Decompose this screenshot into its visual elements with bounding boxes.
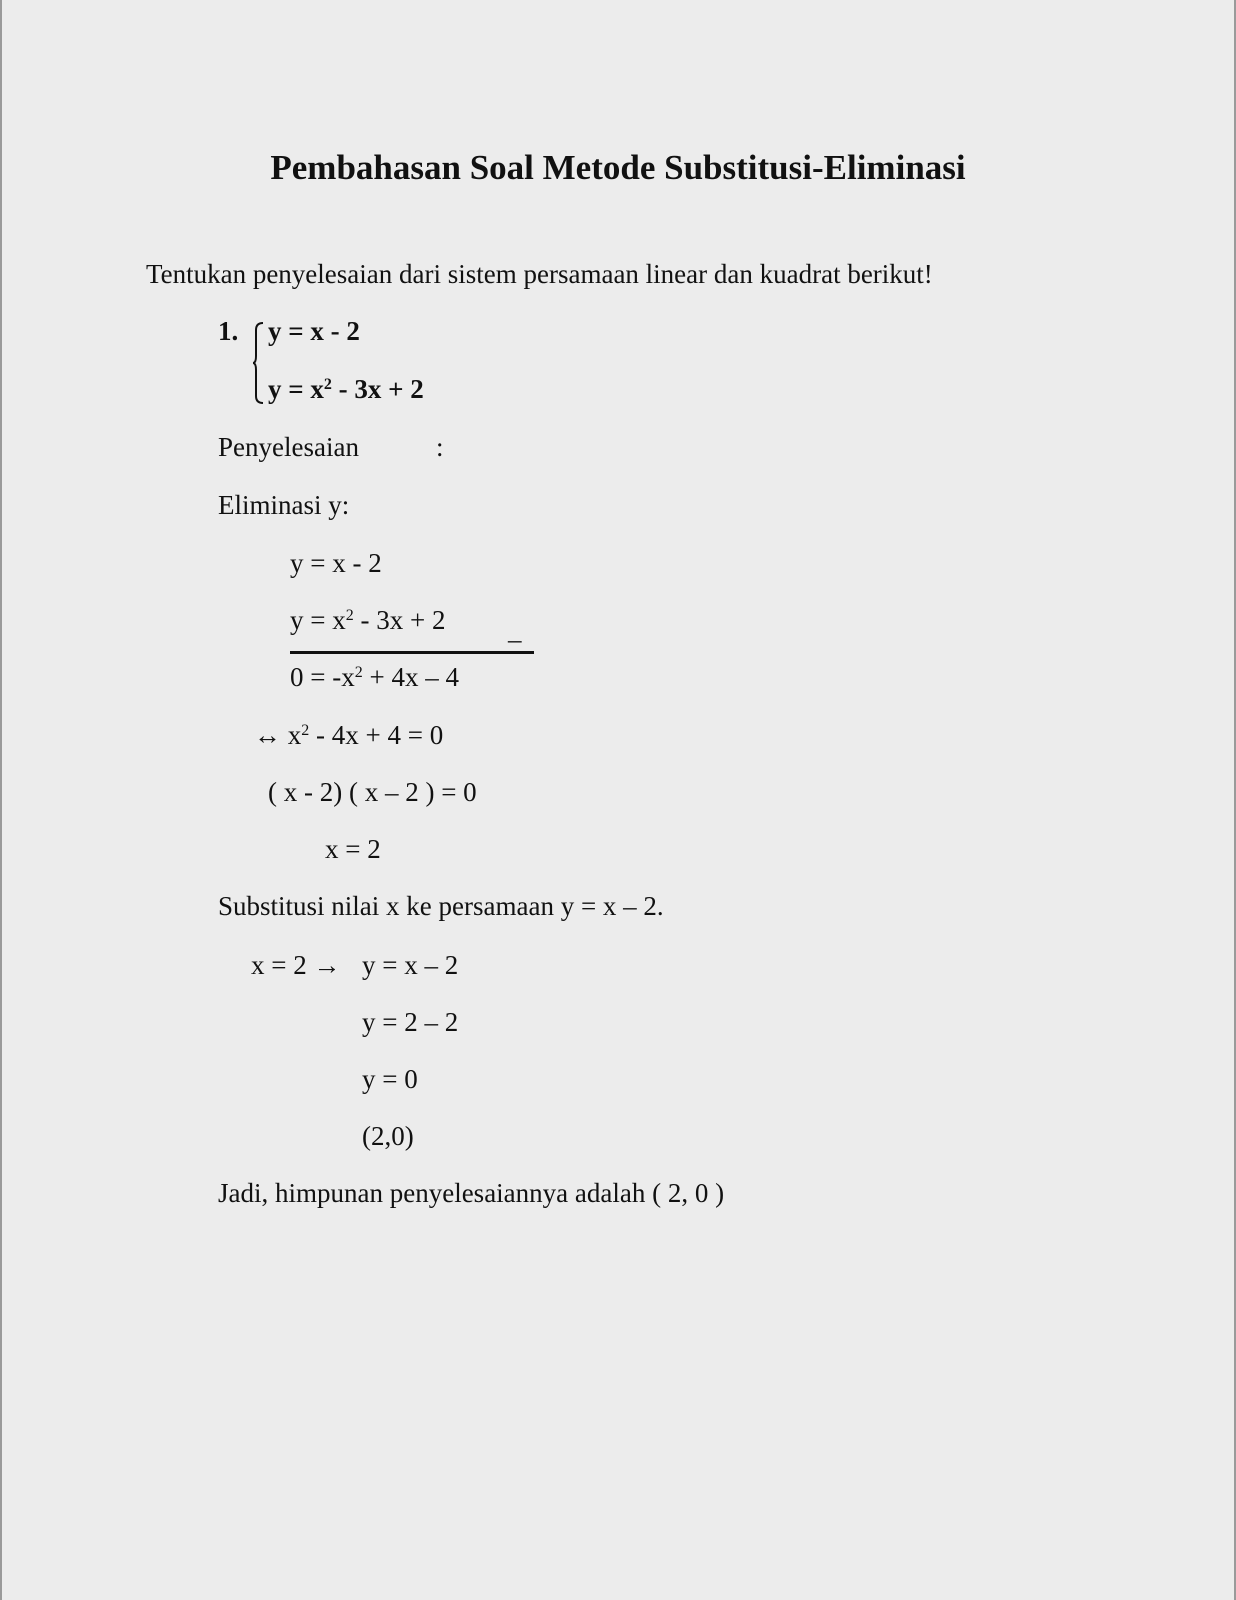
elimination-line-2 <box>290 605 445 635</box>
substitution-line-1: y = x – 2 <box>362 950 459 980</box>
elim-line2-exponent: 2 <box>345 607 354 624</box>
elimination-label: Eliminasi y: <box>218 490 350 520</box>
solution-point: (2,0) <box>362 1121 414 1151</box>
elim-result-exponent: 2 <box>354 664 363 681</box>
intro-text: Tentukan penyelesaian dari sistem persamaan linear dan kuadrat berikut! <box>146 259 933 289</box>
substitution-label: Substitusi nilai x ke persamaan y = x – 2. <box>218 891 664 921</box>
eq2-exponent: 2 <box>323 376 332 393</box>
page-edge-left <box>0 0 2 1600</box>
eq2-base: y = x <box>268 374 324 404</box>
system-equation-1: y = x - 2 <box>268 316 360 346</box>
problem-number: 1. <box>218 316 239 346</box>
elimination-result <box>290 662 459 692</box>
equiv-rest: - 4x + 4 = 0 <box>309 720 444 750</box>
elim-line2-base: y = x <box>290 605 346 635</box>
root-value: x = 2 <box>325 834 381 864</box>
system-brace <box>252 322 264 404</box>
eq2-rest: - 3x + 2 <box>331 374 424 404</box>
elim-result-base: 0 = -x <box>290 662 355 692</box>
elim-result-rest: + 4x – 4 <box>362 662 459 692</box>
subtraction-sign: _ <box>508 615 522 645</box>
elim-line2-rest: - 3x + 2 <box>353 605 446 635</box>
system-equation-2 <box>268 374 424 404</box>
solution-label: Penyelesaian <box>218 432 359 462</box>
solution-colon: : <box>436 432 444 462</box>
equiv-base: ↔ x <box>254 720 302 750</box>
equivalent-equation <box>254 720 443 750</box>
conclusion-text: Jadi, himpunan penyelesaiannya adalah ( 2, 0 ) <box>218 1178 725 1208</box>
subtraction-rule <box>290 651 534 654</box>
substitution-line-3: y = 0 <box>362 1064 418 1094</box>
equiv-exponent: 2 <box>301 722 310 739</box>
page-title: Pembahasan Soal Metode Substitusi-Eliminasi <box>270 148 966 187</box>
substitution-line-2: y = 2 – 2 <box>362 1007 459 1037</box>
elimination-line-1: y = x - 2 <box>290 548 382 578</box>
factored-equation: ( x - 2) ( x – 2 ) = 0 <box>268 777 477 807</box>
substitution-condition: x = 2 → <box>251 950 341 980</box>
